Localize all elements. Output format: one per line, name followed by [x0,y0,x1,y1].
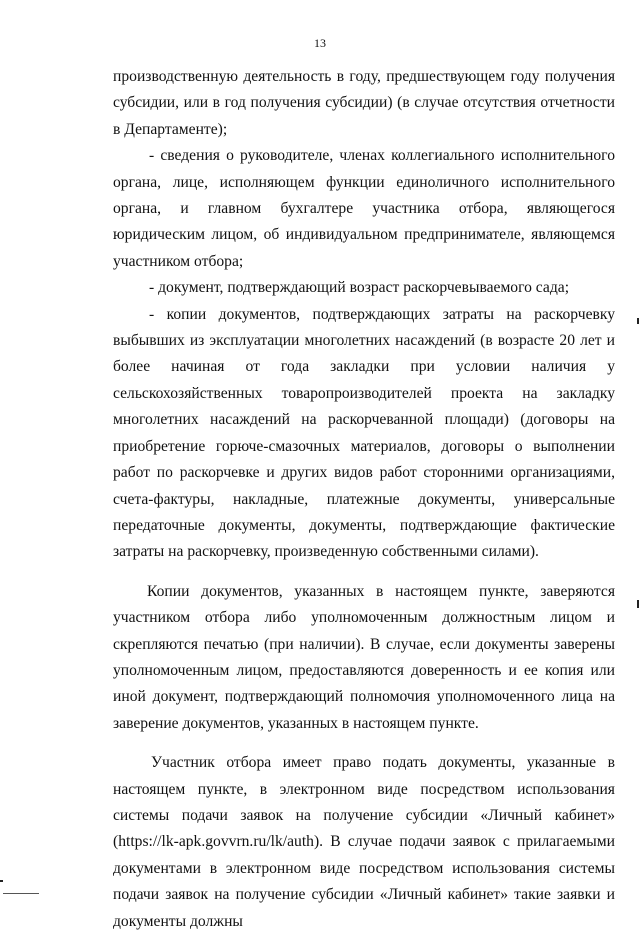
page-number: 13 [314,36,326,50]
scan-edge-line [3,893,39,894]
scan-mark [637,318,639,324]
scan-mark [0,880,3,882]
document-body [113,64,615,935]
paragraph-electronic-submission: Участник отбора имеет право подать документы, указанные в настоящем пункте, в электронном виде посредством использования системы подачи заявок на получение субсидии «Личный кабинет» (https://lk-apk.govvrn.ru/lk/auth). В случае подачи заявок с прилагаемыми документами в электронном виде посредством использования системы подачи заявок на получение субсидии «Личный кабинет» такие заявки и документы должны [113,754,615,930]
list-item-manager-info: - сведения о руководителе, членах коллегиального исполнительного органа, лице, исполняющем функции единоличного исполнительного органа, и главном бухгалтере участника отбора, являющегося юридическим лицом, об индивидуальном предпринимателе, являющемся участником отбора; [113,147,615,270]
scan-mark [637,600,639,608]
paragraph-continuation: производственную деятельность в году, предшествующем году получения субсидии, или в год получения субсидии) (в случае отсутствия отчетности в Департаменте); [113,68,615,138]
list-item-orchard-age: - документ, подтверждающий возраст раскорчевываемого сада; [149,279,570,297]
list-item-cost-documents: - копии документов, подтверждающих затраты на раскорчевку выбывших из эксплуатации многолетних насаждений (в возрасте 20 лет и более начиная от года закладки при условии наличия у сельскохозяйственных товаропроизводителей проекта на закладку многолетних насаждений на раскорчеванной площади) (договоры на приобретение горюче-смазочных материалов, договоры о выполнении работ по раскорчевке и других видов работ сторонними организациями, счета-фактуры, накладные, платежные документы, универсальные передаточные документы, документы, подтверждающие фактические затраты на раскорчевку, произведенную собственными силами). [113,305,615,561]
paragraph-certification: Копии документов, указанных в настоящем пункте, заверяются участником отбора либо уполномоченным должностным лицом и скрепляются печатью (при наличии). В случае, если документы заверены уполномоченным лицом, предоставляются доверенность и ее копия или иной документ, подтверждающий полномочия уполномоченного лица на заверение документов, указанных в настоящем пункте. [113,582,615,732]
